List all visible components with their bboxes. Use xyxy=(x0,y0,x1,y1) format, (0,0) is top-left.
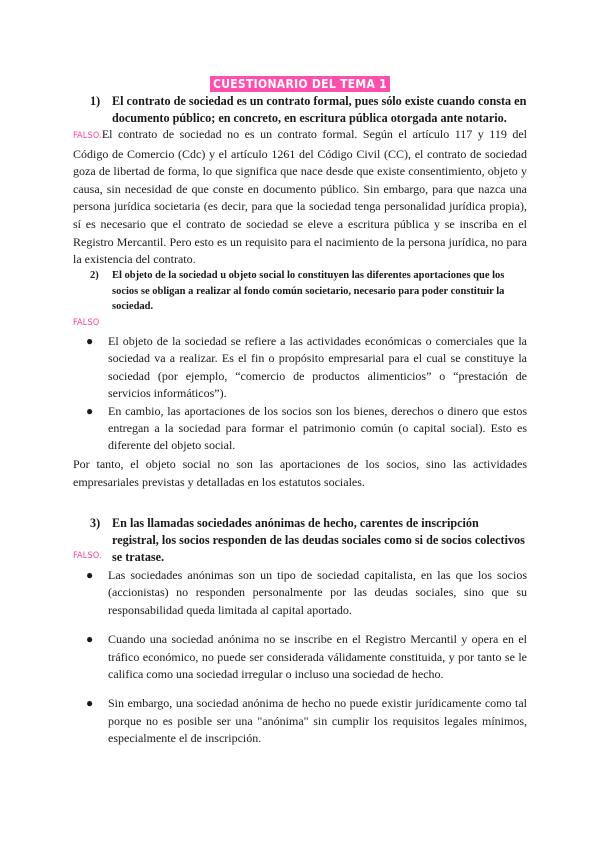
bullet-icon: ● xyxy=(86,696,94,711)
question-2-statement: El objeto de la sociedad u objeto social lo constituyen las diferentes aportaciones que los socios se obligan a realizar al fondo común societario, necesario para poder constituir la sociedad. xyxy=(112,270,505,312)
answer-3-bullet-1-text: Las sociedades anónimas son un tipo de sociedad capitalista, en las que los socios (accionistas) no responden personalmente por las deudas sociales, sino que su responsabilidad queda limitada al capital aportado. xyxy=(108,568,527,617)
question-3 xyxy=(90,515,527,566)
answer-1-label: FALSO. xyxy=(73,131,102,141)
bullet-icon: ● xyxy=(86,632,94,647)
answer-2-bullet-1 xyxy=(86,333,527,403)
answer-1-text: El contrato de sociedad no es un contrato formal. Según el artículo 117 y 119 del Código de Comercio (Cdc) y el artículo 1261 del Código Civil (CC), el contrato de sociedad goza de libertad de forma, lo que significa que nace desde que existe consentimiento, objeto y causa, sin necesidad de que conste en documento público. Sin embargo, para que nazca una persona jurídica societaria (es decir, para que la sociedad tenga personalidad jurídica propia), sí es necesario que el contrato de sociedad se eleve a escritura pública y se inscriba en el Registro Mercantil. Pero esto es un requisito para el nacimiento de la persona jurídica, no para la existencia del contrato. xyxy=(73,127,527,267)
bullet-icon: ● xyxy=(86,334,94,348)
answer-2-bullet-1-text: El objeto de la sociedad se refiere a las actividades económicas o comerciales que la sociedad va a realizar. Es el fin o propósito empresarial para el cual se constituye la sociedad (por ejemplo, “comercio de productos alimenticios” o “prestación de servicios informáticos”). xyxy=(108,334,527,401)
answer-2-bullet-2-text: En cambio, las aportaciones de los socios son los bienes, derechos o dinero que estos entregan a la sociedad para formar el patrimonio común (o capital social). Esto es diferente del objeto social. xyxy=(108,403,527,453)
bullet-icon: ● xyxy=(86,403,94,418)
answer-2-label: FALSO xyxy=(73,318,100,328)
answer-2-bullets xyxy=(86,333,527,455)
document-title: CUESTIONARIO DEL TEMA 1 xyxy=(210,76,390,92)
answer-2-conclusion: Por tanto, el objeto social no son las aportaciones de los socios, sino las actividades empresariales previstas y detalladas en los estatutos sociales. xyxy=(73,457,527,489)
answer-3-bullet-3-text: Sin embargo, una sociedad anónima de hecho no puede existir jurídicamente como tal porque no es posible ser una "anónima" sin cumplir los requisitos legales mínimos, especialmente el de inscripción. xyxy=(108,696,527,746)
answer-3-bullets xyxy=(86,567,527,748)
answer-3-bullet-3 xyxy=(86,695,527,747)
question-1 xyxy=(90,93,530,127)
answer-3-bullet-1 xyxy=(86,567,527,619)
question-3-statement: En las llamadas sociedades anónimas de hecho, carentes de inscripción registral, los socios responden de las deudas sociales como si de socios colectivos se tratase. xyxy=(112,516,525,564)
question-1-number: 1) xyxy=(90,94,101,108)
answer-3-label: FALSO. xyxy=(73,551,102,561)
question-2-number: 2) xyxy=(90,270,99,281)
answer-3-bullet-2-text: Cuando una sociedad anónima no se inscribe en el Registro Mercantil y opera en el tráfico económico, no puede ser considerada válidamente constituida, y por tanto se le califica como una sociedad irregular o incluso una sociedad de hecho. xyxy=(108,632,527,682)
bullet-icon: ● xyxy=(86,568,94,582)
question-2 xyxy=(90,268,527,315)
answer-2-bullet-2 xyxy=(86,403,527,455)
answer-1 xyxy=(73,126,527,269)
question-3-number: 3) xyxy=(90,516,101,530)
answer-3-bullet-2 xyxy=(86,631,527,683)
question-1-statement: El contrato de sociedad es un contrato formal, pues sólo existe cuando consta en documento público; en concreto, en escritura pública otorgada ante notario. xyxy=(112,94,527,125)
title-wrapper xyxy=(0,75,600,93)
